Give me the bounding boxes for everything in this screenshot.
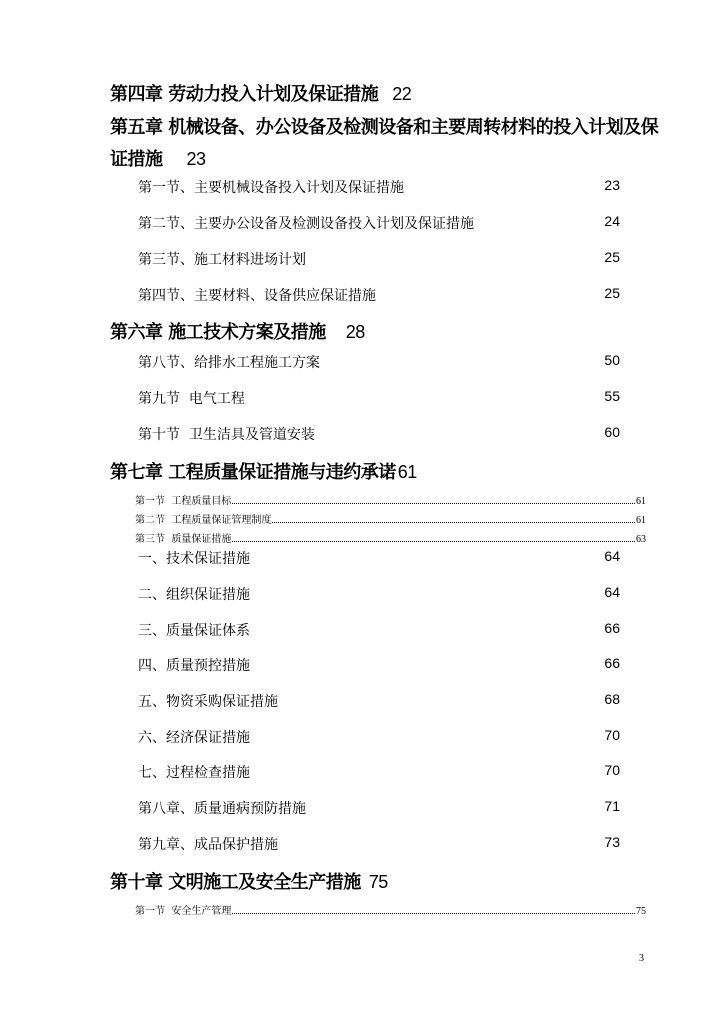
chapter-title-line1: 第五章 机械设备、办公设备及检测设备和主要周转材料的投入计划及保 — [110, 117, 659, 138]
item-page: 73 — [604, 834, 620, 850]
chapter-title: 第七章 工程质量保证措施与违约承诺 — [110, 462, 396, 483]
chapter-title-line2: 证措施 — [110, 149, 163, 170]
entry-title: 第三节 质量保证措施 — [135, 534, 232, 545]
toc-chapter-7[interactable] — [110, 458, 417, 484]
toc-section[interactable] — [138, 177, 620, 197]
entry-page: 63 — [636, 534, 646, 545]
section-title: 第四节、主要材料、设备供应保证措施 — [138, 288, 376, 304]
page-number: 3 — [639, 953, 644, 964]
section-title: 第八节、给排水工程施工方案 — [138, 355, 320, 371]
toc-section[interactable] — [138, 213, 620, 233]
chapter-page: 75 — [368, 872, 388, 892]
item-title: 七、过程检查措施 — [138, 765, 250, 781]
entry-title: 第二节 工程质量保证管理制度 — [135, 515, 272, 526]
section-title: 第二节、主要办公设备及检测设备投入计划及保证措施 — [138, 216, 474, 232]
item-title: 四、质量预控措施 — [138, 658, 250, 674]
chapter-title: 第十章 文明施工及安全生产措施 — [110, 872, 361, 893]
toc-item[interactable] — [138, 834, 620, 854]
toc-chapter-10[interactable] — [110, 868, 388, 894]
section-page: 25 — [604, 285, 620, 301]
entry-page: 61 — [636, 515, 646, 526]
toc-section[interactable] — [138, 285, 620, 305]
toc-chapter-4[interactable] — [110, 80, 411, 106]
item-page: 66 — [604, 655, 620, 671]
dot-leader — [272, 522, 635, 523]
toc-section[interactable] — [138, 352, 620, 372]
toc-item[interactable] — [138, 691, 620, 711]
entry-title: 第一节 工程质量目标 — [135, 496, 232, 507]
section-page: 25 — [604, 249, 620, 265]
section-page: 50 — [604, 352, 620, 368]
chapter-page: 22 — [392, 84, 412, 104]
toc-chapter-5[interactable] — [110, 113, 658, 139]
entry-title: 第一节 安全生产管理 — [135, 906, 232, 917]
item-title: 三、质量保证体系 — [138, 623, 250, 639]
item-page: 70 — [604, 727, 620, 743]
item-title: 六、经济保证措施 — [138, 730, 250, 746]
item-page: 71 — [604, 798, 620, 814]
item-title: 第八章、质量通病预防措施 — [138, 801, 306, 817]
toc-section[interactable] — [138, 249, 620, 269]
item-page: 68 — [604, 691, 620, 707]
item-title: 第九章、成品保护措施 — [138, 837, 278, 853]
toc-item[interactable] — [138, 584, 620, 604]
toc-item[interactable] — [138, 798, 620, 818]
toc-small-entry[interactable] — [135, 530, 646, 545]
item-title: 五、物资采购保证措施 — [138, 694, 278, 710]
section-title: 第十节 卫生洁具及管道安装 — [138, 427, 315, 443]
item-page: 64 — [604, 584, 620, 600]
toc-item[interactable] — [138, 620, 620, 640]
toc-chapter-5-cont[interactable] — [110, 145, 206, 171]
section-page: 55 — [604, 388, 620, 404]
section-title: 第九节 电气工程 — [138, 391, 245, 407]
item-page: 66 — [604, 620, 620, 636]
item-title: 二、组织保证措施 — [138, 587, 250, 603]
section-page: 24 — [604, 213, 620, 229]
dot-leader — [232, 913, 635, 914]
toc-item[interactable] — [138, 655, 620, 675]
toc-item[interactable] — [138, 727, 620, 747]
chapter-title: 第六章 施工技术方案及措施 — [110, 322, 326, 343]
toc-chapter-6[interactable] — [110, 318, 365, 344]
toc-small-entry[interactable] — [135, 902, 646, 917]
item-page: 70 — [604, 762, 620, 778]
toc-small-entry[interactable] — [135, 511, 646, 526]
section-title: 第一节、主要机械设备投入计划及保证措施 — [138, 180, 404, 196]
chapter-title: 第四章 劳动力投入计划及保证措施 — [110, 84, 379, 105]
section-page: 23 — [604, 177, 620, 193]
chapter-page: 61 — [397, 462, 417, 482]
chapter-page: 28 — [345, 322, 365, 342]
item-title: 一、技术保证措施 — [138, 551, 250, 567]
section-title: 第三节、施工材料进场计划 — [138, 252, 306, 268]
toc-section[interactable] — [138, 424, 620, 444]
dot-leader — [232, 503, 635, 504]
toc-item[interactable] — [138, 762, 620, 782]
toc-section[interactable] — [138, 388, 620, 408]
entry-page: 75 — [636, 906, 646, 917]
section-page: 60 — [604, 424, 620, 440]
dot-leader — [232, 541, 635, 542]
chapter-page: 23 — [186, 149, 206, 169]
toc-item[interactable] — [138, 548, 620, 568]
item-page: 64 — [604, 548, 620, 564]
entry-page: 61 — [636, 496, 646, 507]
toc-small-entry[interactable] — [135, 492, 646, 507]
